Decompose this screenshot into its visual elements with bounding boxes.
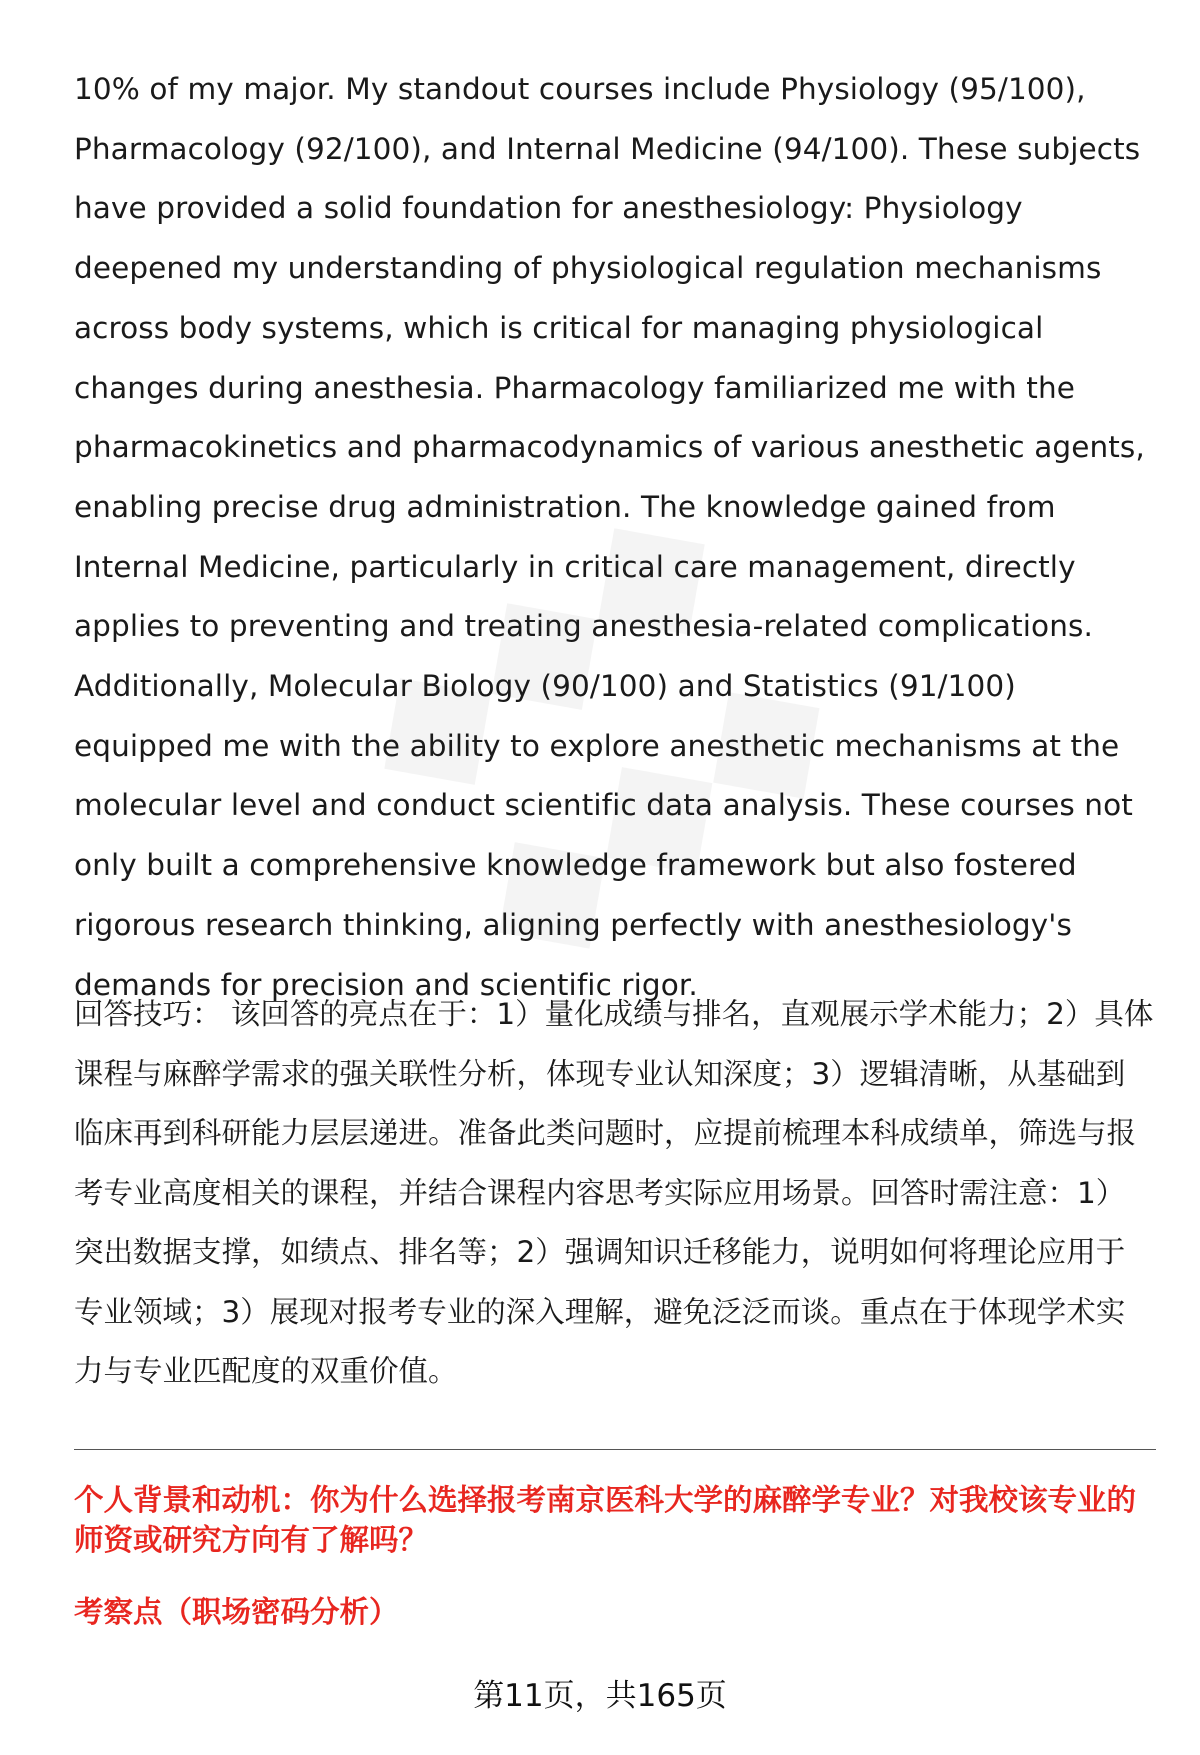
answer-tips-paragraph: 回答技巧： 该回答的亮点在于：1）量化成绩与排名，直观展示学术能力；2）具体课程与麻醉学需求的强关联性分析，体现专业认知深度；3）逻辑清晰，从基础到临床再到科研能力层层递进。准备此类问题时，应提前梳理本科成绩单，筛选与报考专业高度相关的课程，并结合课程内容思考实际应用场景。回答时需注意：1）突出数据支撑，如绩点、排名等；2）强调知识迁移能力，说明如何将理论应用于专业领域；3）展现对报考专业的深入理解，避免泛泛而谈。重点在于体现学术实力与专业匹配度的双重价值。	[74, 997, 1154, 1388]
page-number: 第11页，共165页	[473, 1678, 727, 1714]
section-divider	[74, 1449, 1156, 1450]
section-subheading: 考察点（职场密码分析）	[74, 1595, 399, 1629]
interview-question: 个人背景和动机：你为什么选择报考南京医科大学的麻醉学专业？对我校该专业的师资或研究方向有了解吗？	[74, 1483, 1137, 1557]
answer-paragraph: 10% of my major. My standout courses include Physiology (95/100), Pharmacology (92/100), and Internal Medicine (94/100). These subjects have provided a solid foundation for anesthesiology: Physiology deepened my understanding of physiological regulation mechanisms across body systems, which is critical for managing physiological changes during anesthesia. Pharmacology familiarized me with the pharmacokinetics and pharmacodynamics of various anesthetic agents, enabling precise drug administration. The knowledge gained from Internal Medicine, particularly in critical care management, directly applies to preventing and treating anesthesia-related complications. Additionally, Molecular Biology (90/100) and Statistics (91/100) equipped me with the ability to explore anesthetic mechanisms at the molecular level and conduct scientific data analysis. These courses not only built a comprehensive knowledge framework but also fostered rigorous research thinking, aligning perfectly with anesthesiology's demands for precision and scientific rigor.	[74, 72, 1145, 1002]
